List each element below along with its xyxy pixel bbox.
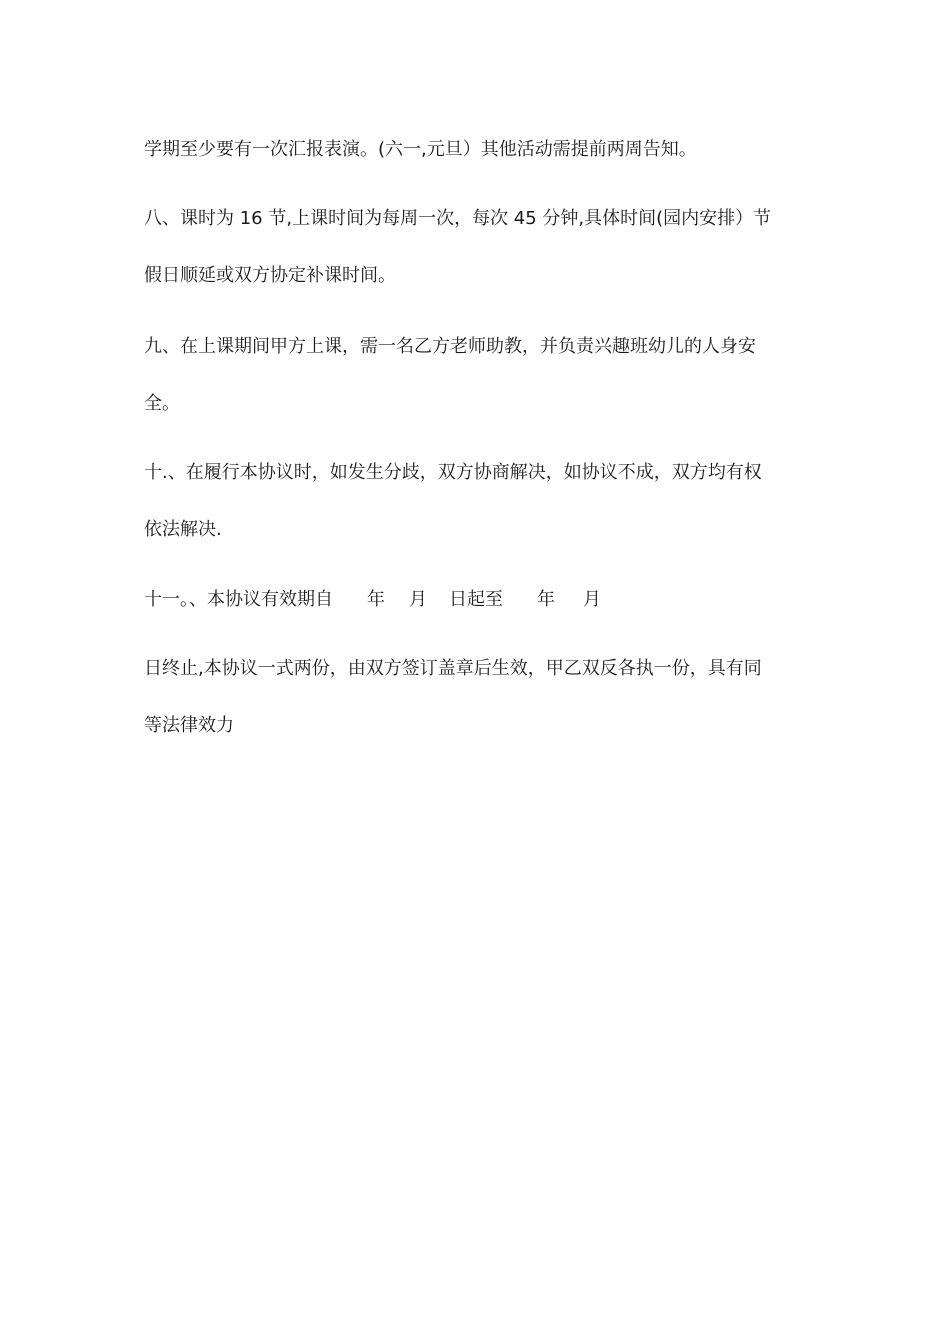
paragraph-line: 日终止,本协议一式两份，由双方签订盖章后生效，甲乙双反各执一份，具有同 bbox=[144, 658, 762, 679]
paragraph-line: 全。 bbox=[144, 393, 180, 414]
day-start-label: 日起至 bbox=[449, 589, 503, 610]
validity-prefix: 十一。、本协议有效期自 bbox=[144, 589, 333, 610]
year-label: 年 bbox=[537, 589, 555, 610]
paragraph-line: 等法律效力 bbox=[144, 715, 234, 736]
validity-period-line bbox=[144, 588, 824, 612]
paragraph-line: 假日顺延或双方协定补课时间。 bbox=[144, 265, 396, 286]
paragraph-line: 十.、在履行本协议时，如发生分歧，双方协商解决，如协议不成，双方均有权 bbox=[144, 462, 762, 483]
paragraph-line: 八、课时为 16 节,上课时间为每周一次，每次 45 分钟,具体时间(园内安排）节 bbox=[144, 208, 772, 229]
month-label: 月 bbox=[409, 589, 427, 610]
paragraph-line: 学期至少要有一次汇报表演。(六一,元旦）其他活动需提前两周告知。 bbox=[144, 139, 697, 160]
year-label: 年 bbox=[367, 589, 385, 610]
month-label: 月 bbox=[583, 589, 601, 610]
paragraph-line: 依法解决. bbox=[144, 519, 222, 540]
paragraph-line: 九、在上课期间甲方上课，需一名乙方老师助教，并负责兴趣班幼儿的人身安 bbox=[144, 336, 756, 357]
